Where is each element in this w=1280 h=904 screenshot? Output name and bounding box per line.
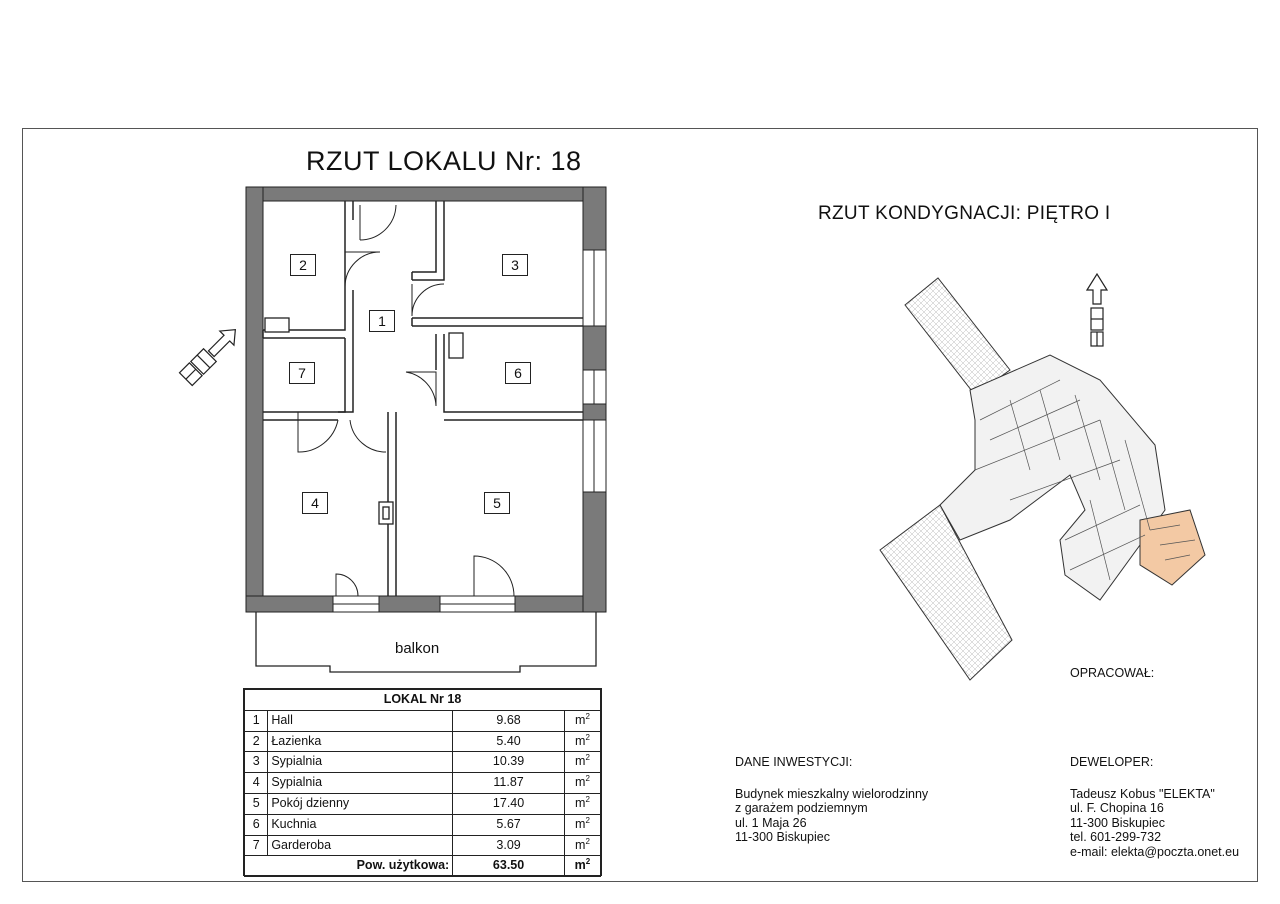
table-total-row: Pow. użytkowa: 63.50 $m^2$ (245, 856, 601, 877)
developer-info: DEWELOPER: Tadeusz Kobus "ELEKTA" ul. F. Chopina 16 11-300 Biskupiec tel. 601-299-732 e-mail: elekta@poczta.onet.eu (1070, 755, 1240, 859)
unit-plan-title: RZUT LOKALU Nr: 18 (306, 146, 582, 176)
table-header: LOKAL Nr 18 (245, 690, 601, 711)
table-row: 3 Sypialnia 10.39 $m^2$ (245, 752, 601, 773)
room-label-3: 3 (502, 254, 528, 276)
room-label-7: 7 (289, 362, 315, 384)
area-table (243, 688, 602, 876)
investment-info: DANE INWESTYCJI: Budynek mieszkalny wielorodzinny z garażem podziemnym ul. 1 Maja 26 11-300 Biskupiec (735, 755, 929, 844)
table-row: 6 Kuchnia 5.67 $m^2$ (245, 814, 601, 835)
room-label-4: 4 (302, 492, 328, 514)
right-windows (583, 250, 606, 492)
prepared-by-label: OPRACOWAŁ: (1070, 666, 1155, 680)
north-arrow-icon-floor (1087, 274, 1107, 346)
shafts (265, 318, 463, 524)
table-row: 5 Pokój dzienny 17.40 $m^2$ (245, 793, 601, 814)
room-label-6: 6 (505, 362, 531, 384)
total-area-value: 63.50 (453, 856, 565, 877)
outer-walls (246, 187, 606, 612)
room-label-5: 5 (484, 492, 510, 514)
total-area-label: Pow. użytkowa: (245, 856, 453, 877)
developer-email: e-mail: elekta@poczta.onet.eu (1070, 844, 1240, 859)
room-label-2: 2 (290, 254, 316, 276)
developer-label: DEWELOPER: (1070, 755, 1154, 769)
balcony-label: balkon (395, 640, 440, 657)
north-arrow-icon (179, 323, 243, 387)
table-row: 1 Hall 9.68 $m^2$ (245, 710, 601, 731)
table-row: 7 Garderoba 3.09 $m^2$ (245, 835, 601, 856)
investment-label: DANE INWESTYCJI: (735, 755, 853, 769)
table-row: 2 Łazienka 5.40 $m^2$ (245, 731, 601, 752)
table-row: 4 Sypialnia 11.87 $m^2$ (245, 773, 601, 794)
room-label-1: 1 (369, 310, 395, 332)
floor-plan-title: RZUT KONDYGNACJI: PIĘTRO I (818, 203, 1111, 224)
building-floor-plan (880, 278, 1205, 680)
